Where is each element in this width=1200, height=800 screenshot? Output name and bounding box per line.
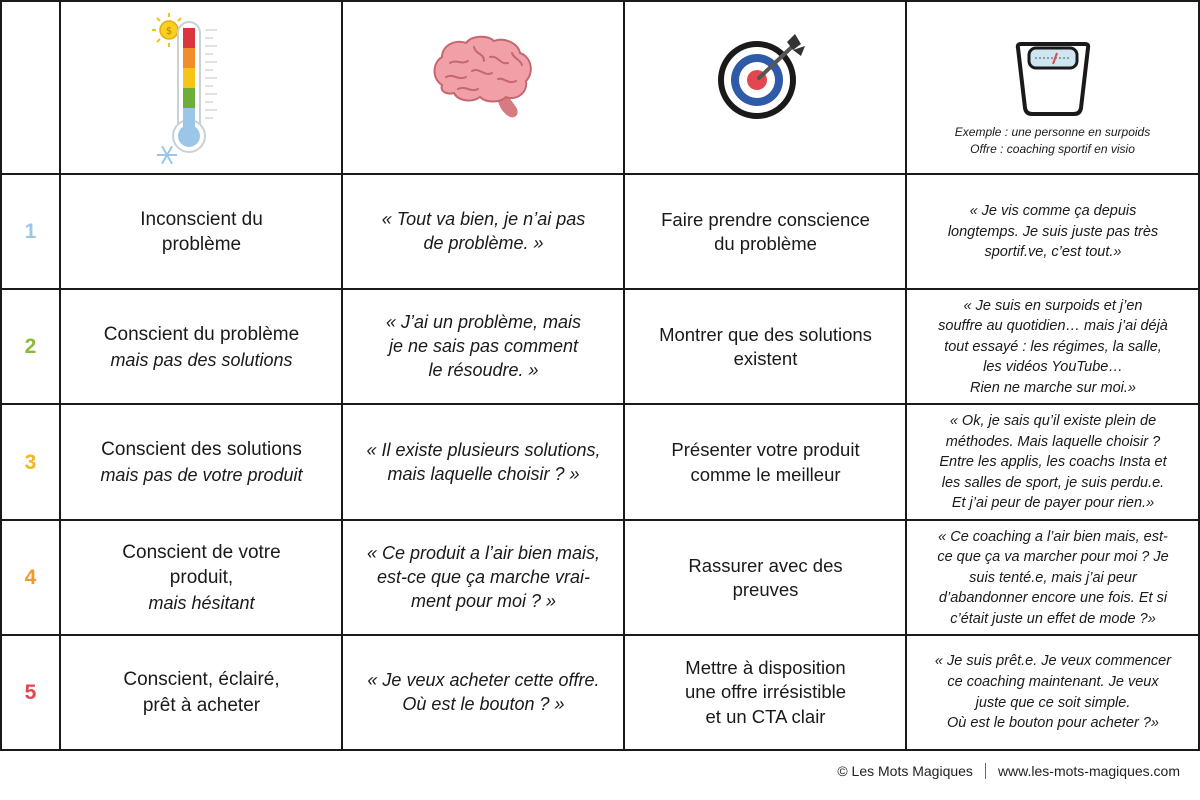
example-line: ce coaching maintenant. Je veux — [947, 673, 1159, 690]
example-line: souffre au quotidien… mais j’ai déjà — [938, 318, 1168, 335]
action-line: et un CTA clair — [705, 705, 826, 727]
example-line: tout essayé : les régimes, la salle, — [944, 338, 1162, 355]
action-line: Montrer que des solutions — [659, 323, 872, 345]
stage-number: 1 — [24, 220, 37, 243]
example-line: suis tenté.e, mais j’ai peur — [969, 569, 1137, 586]
quote-line: « Je veux acheter cette offre. — [367, 669, 600, 690]
footer — [837, 763, 1180, 779]
marketing-action — [625, 175, 906, 289]
example-line: « Je vis comme ça depuis — [969, 203, 1137, 220]
stage-line: prêt à acheter — [142, 694, 261, 716]
stage-number: 2 — [24, 335, 37, 358]
customer-quote — [343, 175, 624, 289]
quote-line: « J’ai un problème, mais — [385, 312, 582, 333]
example-note — [955, 124, 1150, 159]
action-line: Rassurer avec des — [688, 554, 843, 576]
example-quote — [907, 175, 1199, 289]
customer-quote — [343, 521, 624, 635]
action-line: du problème — [714, 233, 817, 254]
example-line: d’abandonner encore une fois. Et si — [938, 590, 1168, 607]
marketing-action — [625, 636, 906, 749]
example-quote — [907, 521, 1199, 635]
example-line: ce que ça va marcher pour moi ? Je — [937, 549, 1169, 566]
example-line: les vidéos YouTube… — [983, 359, 1123, 376]
stage-line: Conscient du problème — [103, 323, 300, 345]
copyright-text: © Les Mots Magiques — [837, 763, 973, 779]
snowflake-icon — [157, 146, 177, 163]
stage-label — [61, 636, 342, 749]
stage-subline: mais hésitant — [148, 593, 255, 614]
example-line: « Je suis en surpoids et j’en — [963, 297, 1143, 314]
example-quote — [907, 636, 1199, 749]
example-line: Rien ne marche sur moi.» — [969, 379, 1136, 396]
example-line: c’était juste un effet de mode ?» — [950, 610, 1156, 627]
quote-line: de problème. » — [423, 233, 544, 253]
header-cell-psychology — [342, 2, 624, 174]
stage-label — [61, 521, 342, 635]
quote-line: est-ce que ça marche vrai- — [376, 567, 591, 588]
example-line: « Ok, je sais qu’il existe plein de — [949, 413, 1157, 430]
marketing-action — [625, 290, 906, 404]
quote-line: « Il existe plusieurs solutions, — [366, 439, 601, 460]
stage-line: produit, — [169, 567, 234, 589]
stage-number: 3 — [24, 450, 37, 474]
example-line: longtemps. Je suis juste pas très — [947, 223, 1159, 240]
stage-label — [61, 405, 342, 520]
quote-line: « Tout va bien, je n’ai pas — [381, 209, 586, 230]
website-link[interactable]: www.les-mots-magiques.com — [997, 763, 1180, 779]
header-cell-example — [906, 2, 1199, 174]
header-cell-temperature — [60, 2, 342, 174]
example-line: Et j’ai peur de payer pour rien.» — [951, 495, 1155, 512]
stage-line: Conscient, éclairé, — [123, 669, 280, 691]
action-line: comme le meilleur — [690, 463, 841, 485]
example-note-line: Exemple : une personne en surpoids — [954, 125, 1151, 139]
stage-line: problème — [161, 234, 242, 255]
quote-line: je ne sais pas comment — [388, 336, 579, 357]
example-line: juste que ce soit simple. — [975, 694, 1131, 711]
example-quote — [907, 290, 1199, 404]
marketing-action — [625, 521, 906, 635]
quote-line: le résoudre. » — [428, 359, 539, 380]
target-icon — [715, 32, 815, 122]
customer-quote — [343, 636, 624, 749]
example-line: Où est le bouton pour acheter ?» — [946, 715, 1159, 732]
example-line: les salles de sport, je suis perdu.e. — [941, 474, 1165, 491]
action-line: preuves — [732, 579, 799, 600]
brain-icon — [428, 33, 538, 123]
stage-line: Conscient de votre — [122, 542, 281, 564]
action-line: existent — [733, 348, 798, 369]
stage-label — [61, 290, 342, 404]
scale-icon — [1015, 38, 1091, 118]
action-line: Faire prendre conscience — [661, 208, 870, 230]
footer-divider — [985, 763, 986, 779]
example-quote — [907, 405, 1199, 520]
stage-line: Conscient des solutions — [101, 439, 302, 461]
header-cell-target — [624, 2, 906, 174]
example-line: « Ce coaching a l’air bien mais, est- — [938, 528, 1168, 545]
stage-line: Inconscient du — [140, 208, 263, 230]
stage-label — [61, 175, 342, 289]
quote-line: « Ce produit a l’air bien mais, — [366, 543, 601, 564]
quote-line: mais laquelle choisir ? » — [387, 463, 580, 484]
stage-number: 5 — [24, 680, 37, 704]
quote-line: ment pour moi ? » — [410, 590, 557, 611]
example-line: sportif.ve, c’est tout.» — [984, 244, 1122, 261]
svg-text:$: $ — [165, 26, 173, 37]
example-line: méthodes. Mais laquelle choisir ? — [945, 433, 1161, 450]
stage-number: 4 — [24, 566, 37, 589]
stage-subline: mais pas des solutions — [110, 349, 293, 370]
action-line: une offre irrésistible — [684, 681, 847, 703]
stage-subline: mais pas de votre produit — [100, 465, 303, 486]
action-line: Mettre à disposition — [685, 656, 846, 678]
customer-quote — [343, 405, 624, 520]
example-line: Entre les applis, les coachs Insta et — [939, 454, 1167, 471]
customer-quote — [343, 290, 624, 404]
marketing-action — [625, 405, 906, 520]
thermometer-icon — [151, 8, 251, 168]
quote-line: Où est le bouton ? » — [402, 693, 565, 714]
example-line: « Je suis prêt.e. Je veux commencer — [934, 653, 1172, 670]
action-line: Présenter votre produit — [671, 439, 860, 461]
example-note-line: Offre : coaching sportif en visio — [970, 142, 1135, 157]
